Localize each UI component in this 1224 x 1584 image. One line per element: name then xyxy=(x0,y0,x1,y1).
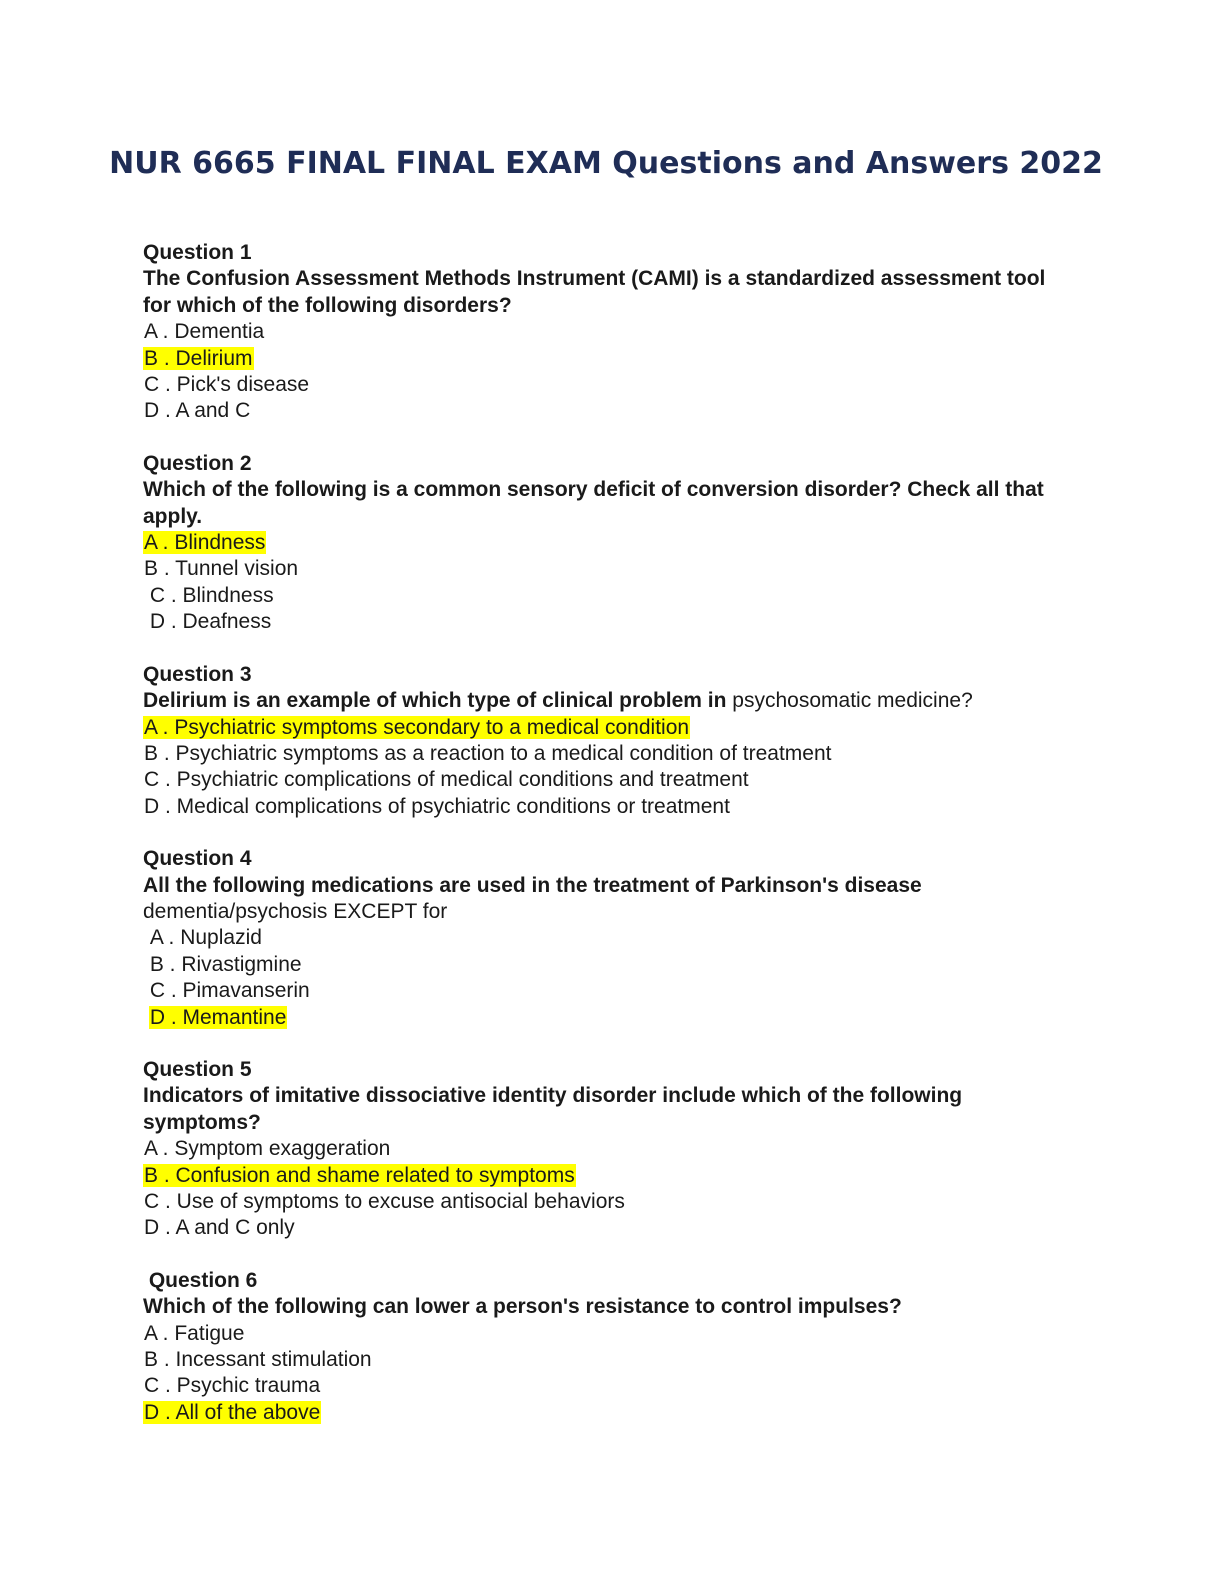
answer-option xyxy=(143,1189,1063,1215)
option-text: B . Psychiatric symptoms as a reaction to a medical condition of treatment xyxy=(144,741,832,765)
question-text-bold: Which of the following can lower a person's resistance to control impulses? xyxy=(143,1295,902,1319)
option-text: B . Incessant stimulation xyxy=(144,1348,372,1372)
question-label: Question 1 xyxy=(143,241,252,264)
answer-option-highlighted xyxy=(143,715,1063,741)
answer-option xyxy=(143,556,1063,582)
option-text: C . Psychic trauma xyxy=(144,1374,321,1398)
question-block xyxy=(143,1057,1063,1242)
question-text-bold: Which of the following is a common sensory deficit of conversion disorder? Check all that apply. xyxy=(143,478,1044,528)
question-label: Question 4 xyxy=(143,847,252,871)
option-indent xyxy=(143,926,149,949)
answer-option-highlighted xyxy=(143,1005,1063,1031)
answer-option xyxy=(143,767,1063,793)
document-title: NUR 6665 FINAL FINAL EXAM Questions and Answers 2022 xyxy=(109,146,1103,181)
option-text: C . Pick's disease xyxy=(144,373,310,397)
option-text: A . Fatigue xyxy=(144,1321,245,1345)
answer-option xyxy=(143,978,1063,1004)
option-text: A . Psychiatric symptoms secondary to a medical condition xyxy=(144,715,690,739)
option-indent xyxy=(143,610,149,633)
question-text-bold: The Confusion Assessment Methods Instrument (CAMI) is a standardized assessment tool for which of the following disorders? xyxy=(143,267,1046,317)
option-text: C . Use of symptoms to excuse antisocial behaviors xyxy=(144,1190,625,1213)
question-block xyxy=(143,662,1063,820)
question-text-bold: Indicators of imitative dissociative identity disorder include which of the following symptoms? xyxy=(143,1084,963,1134)
option-text: A . Dementia xyxy=(144,320,265,344)
option-text: C . Blindness xyxy=(149,583,274,607)
question-text xyxy=(143,477,1063,530)
answer-option xyxy=(143,1321,1063,1347)
question-text-plain: psychosomatic medicine? xyxy=(726,689,973,713)
question-text-bold: Delirium is an example of which type of clinical problem in xyxy=(143,689,727,713)
answer-option xyxy=(143,609,1063,635)
question-label: Question 5 xyxy=(143,1057,252,1081)
answer-option xyxy=(143,741,1063,767)
answer-option-highlighted xyxy=(143,1400,1063,1426)
option-text: D . A and C xyxy=(144,399,251,423)
answer-option-highlighted xyxy=(143,530,1063,556)
option-text: B . Delirium xyxy=(144,346,253,370)
option-indent xyxy=(143,953,149,976)
question-block xyxy=(143,1268,1063,1426)
answer-option xyxy=(143,398,1063,424)
question-text xyxy=(143,1083,1063,1136)
option-indent xyxy=(143,584,149,607)
option-text: D . Medical complications of psychiatric conditions or treatment xyxy=(144,794,730,818)
option-text: B . Confusion and shame related to symptoms xyxy=(144,1163,575,1187)
question-list xyxy=(143,240,1063,1452)
answer-option xyxy=(143,925,1063,951)
answer-option xyxy=(143,372,1063,398)
option-text: C . Psychiatric complications of medical conditions and treatment xyxy=(144,768,749,792)
option-indent xyxy=(143,1006,149,1029)
option-indent xyxy=(143,979,149,1002)
option-text: A . Symptom exaggeration xyxy=(144,1137,391,1161)
option-text: A . Nuplazid xyxy=(149,926,262,950)
question-text-bold: All the following medications are used in the treatment of Parkinson's disease xyxy=(143,873,922,897)
option-text: B . Tunnel vision xyxy=(144,557,299,581)
option-text: B . Rivastigmine xyxy=(149,952,302,976)
question-block xyxy=(143,846,1063,1031)
answer-option xyxy=(143,1373,1063,1399)
question-text xyxy=(143,1294,1063,1320)
answer-option xyxy=(143,583,1063,609)
answer-option-highlighted xyxy=(143,346,1063,372)
question-block xyxy=(143,451,1063,636)
answer-option xyxy=(143,794,1063,820)
question-text xyxy=(143,266,1063,319)
answer-option xyxy=(143,319,1063,345)
option-text: D . All of the above xyxy=(144,1400,321,1424)
question-label: Question 2 xyxy=(143,451,252,475)
answer-option xyxy=(143,1347,1063,1373)
option-text: C . Pimavanserin xyxy=(149,979,310,1003)
answer-option xyxy=(143,1136,1063,1162)
question-text xyxy=(143,688,1063,714)
option-text: D . Deafness xyxy=(149,610,272,634)
question-label: Question 6 xyxy=(143,1268,258,1292)
answer-option-highlighted xyxy=(143,1163,1063,1189)
question-block xyxy=(143,240,1063,425)
answer-option xyxy=(143,1215,1063,1241)
question-text xyxy=(143,873,1063,926)
question-label: Question 3 xyxy=(143,662,252,686)
option-text: D . Memantine xyxy=(149,1005,287,1029)
option-text: A . Blindness xyxy=(144,531,266,555)
question-text-plain: dementia/psychosis EXCEPT for xyxy=(143,899,448,923)
answer-option xyxy=(143,952,1063,978)
option-text: D . A and C only xyxy=(144,1216,295,1240)
